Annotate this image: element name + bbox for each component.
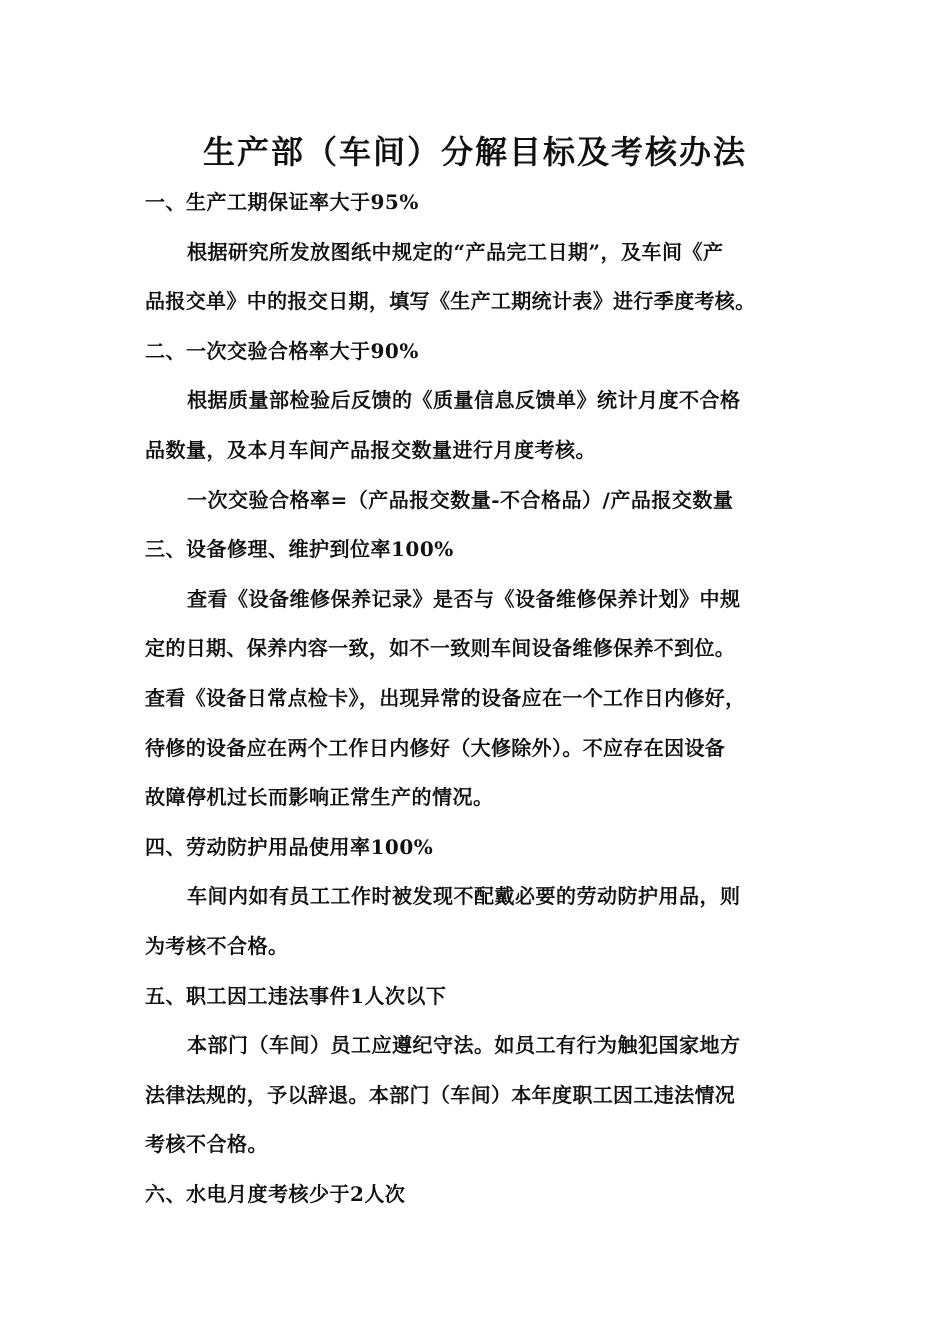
paragraph-line: 品报交单》中的报交日期，填写《生产工期统计表》进行季度考核。 xyxy=(145,289,756,314)
formula-line: 一次交验合格率=（产品报交数量-不合格品）/产品报交数量 xyxy=(187,487,734,512)
paragraph-line: 考核不合格。 xyxy=(145,1132,268,1157)
section-heading: 三、设备修理、维护到位率100% xyxy=(145,537,454,562)
paragraph-line: 根据质量部检验后反馈的《质量信息反馈单》统计月度不合格 xyxy=(187,388,741,413)
paragraph-line: 定的日期、保养内容一致，如不一致则车间设备维修保养不到位。 xyxy=(145,636,736,661)
paragraph-line: 车间内如有员工工作时被发现不配戴必要的劳动防护用品，则 xyxy=(187,884,741,909)
paragraph-line: 本部门（车间）员工应遵纪守法。如员工有行为触犯国家地方 xyxy=(187,1033,741,1058)
paragraph-line: 待修的设备应在两个工作日内修好（大修除外）。不应存在因设备 xyxy=(145,735,726,760)
document-title: 生产部（车间）分解目标及考核办法 xyxy=(202,133,747,171)
document-body xyxy=(145,178,825,1219)
section-heading: 二、一次交验合格率大于90% xyxy=(145,338,419,363)
paragraph-line: 故障停机过长而影响正常生产的情况。 xyxy=(145,785,494,810)
paragraph-line: 为考核不合格。 xyxy=(145,933,289,958)
paragraph-line: 品数量，及本月车间产品报交数量进行月度考核。 xyxy=(145,437,596,462)
section-heading: 六、水电月度考核少于2人次 xyxy=(145,1181,406,1206)
section-heading: 五、职工因工违法事件1人次以下 xyxy=(145,983,447,1008)
section-heading: 一、生产工期保证率大于95% xyxy=(145,190,419,214)
paragraph-line: 根据研究所发放图纸中规定的“产品完工日期”，及车间《产 xyxy=(187,239,724,264)
paragraph-line: 查看《设备日常点检卡》，出现异常的设备应在一个工作日内修好， xyxy=(145,685,746,710)
section-heading: 四、劳动防护用品使用率100% xyxy=(145,834,434,859)
paragraph-line: 查看《设备维修保养记录》是否与《设备维修保养计划》中规 xyxy=(187,586,741,611)
paragraph-line: 法律法规的，予以辞退。本部门（车间）本年度职工因工违法情况 xyxy=(145,1082,736,1107)
